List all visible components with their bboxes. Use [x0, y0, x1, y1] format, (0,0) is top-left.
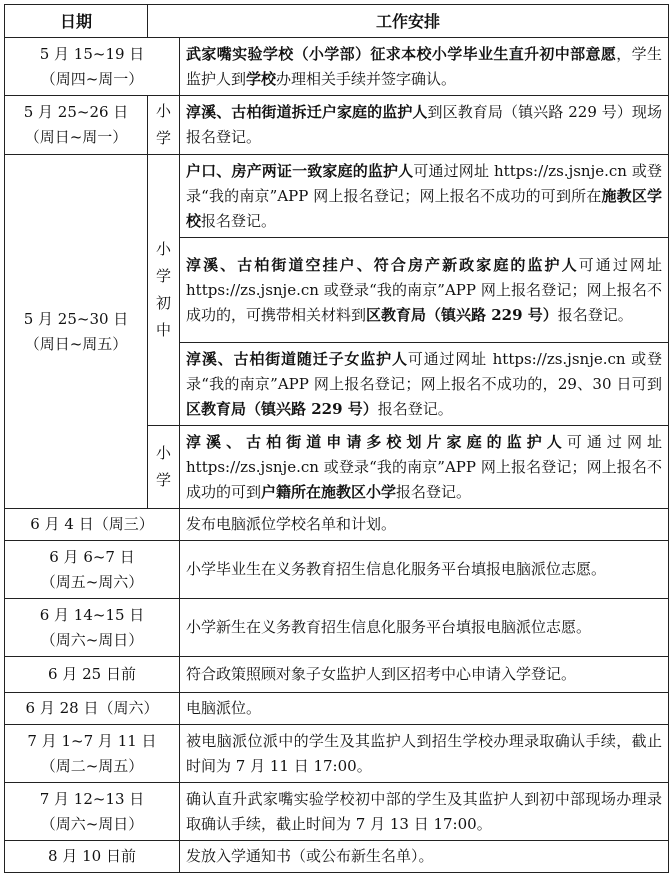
task-text: 小学新生在义务教育招生信息化服务平台填报电脑派位志愿。	[186, 618, 592, 636]
header-task: 工作安排	[148, 5, 669, 38]
date-cell: 7 月 1~7 月 11 日 （周二~周五）	[5, 725, 180, 783]
task-cell	[180, 38, 669, 96]
task-cell	[180, 155, 669, 238]
table-row	[5, 509, 669, 541]
task-text: 到区教育局（镇兴路 229 号）现场报名登记。	[186, 103, 663, 146]
task-cell	[180, 657, 669, 693]
table-row	[5, 155, 669, 238]
date-cell: 5 月 25~26 日 （周日~周一）	[5, 96, 148, 155]
task-cell	[180, 343, 669, 426]
task-cell	[180, 509, 669, 541]
task-text: 报名登记。	[377, 399, 453, 418]
task-text-emphasis: 淳溪、古柏街道拆迁户家庭的监护人	[186, 103, 428, 121]
date-cell: 5 月 15~19 日 （周四~周一）	[5, 38, 180, 96]
task-cell	[180, 725, 669, 783]
table-row	[5, 841, 669, 873]
task-text: 报名登记。	[396, 482, 472, 501]
table-row	[5, 38, 669, 96]
task-cell	[180, 841, 669, 873]
task-text-emphasis: 武家嘴实验学校（小学部）征求本校小学毕业生直升初中部意愿	[186, 44, 617, 63]
school-level-label: 小学	[155, 444, 171, 489]
task-text-emphasis: 淳溪、古柏街道申请多校划片家庭的监护人	[186, 432, 567, 451]
task-text: 发放入学通知书（或公布新生名单）。	[186, 847, 434, 865]
table-row	[5, 783, 669, 841]
task-text-emphasis: 施教区学校	[186, 186, 662, 230]
task-text: 小学毕业生在义务教育招生信息化服务平台填报电脑派位志愿。	[186, 560, 607, 578]
date-cell: 6 月 14~15 日 （周六~周日）	[5, 599, 180, 657]
table-row	[5, 657, 669, 693]
task-text: 可通过网址 https://zs.jsnje.cn 或登录“我的南京”APP 网上报名登记；网上报名不成功的，可携带相关材料到	[186, 255, 663, 324]
table-header-row	[5, 5, 669, 38]
task-text-emphasis: 户籍所在施教区小学	[261, 482, 397, 501]
table-row	[5, 96, 669, 155]
task-cell	[180, 541, 669, 599]
task-cell	[180, 783, 669, 841]
table-row	[5, 599, 669, 657]
task-cell	[180, 693, 669, 725]
task-text: 确认直升武家嘴实验学校初中部的学生及其监护人到初中部现场办理录取确认手续，截止时间为 7 月 13 日 17:00。	[186, 789, 663, 833]
task-text: 可通过网址 https://zs.jsnje.cn 或登录“我的南京”APP 网上报名登记；网上报名不成功的可到	[186, 432, 663, 501]
task-text-emphasis: 学校	[246, 69, 277, 88]
task-cell	[180, 238, 669, 343]
date-cell: 8 月 10 日前	[5, 841, 180, 873]
task-cell	[180, 96, 669, 155]
date-cell: 6 月 6~7 日 （周五~周六）	[5, 541, 180, 599]
table-row	[5, 541, 669, 599]
school-level-cell	[148, 96, 180, 155]
enrollment-schedule-table	[4, 4, 669, 873]
school-level-cell	[148, 155, 180, 426]
task-text: 被电脑派位派中的学生及其监护人到招生学校办理录取确认手续，截止时间为 7 月 11 日 17:00。	[186, 731, 663, 775]
task-text-emphasis: 淳溪、古柏街道随迁子女监护人	[186, 349, 408, 368]
table-row	[5, 725, 669, 783]
task-text: 报名登记。	[557, 305, 633, 324]
task-text: 符合政策照顾对象子女监护人到区招考中心申请入学登记。	[186, 665, 577, 683]
task-text-emphasis: 户口、房产两证一致家庭的监护人	[186, 161, 414, 180]
task-text: ，学生监护人到	[186, 44, 662, 88]
school-level-cell	[148, 426, 180, 509]
task-text: 可通过网址 https://zs.jsnje.cn 或登录“我的南京”APP 网上报名登记；网上报名不成功的可到所在	[186, 161, 663, 205]
school-level-label: 小学	[155, 102, 171, 147]
task-text-emphasis: 淳溪、古柏街道空挂户、符合房产新政家庭的监护人	[186, 255, 579, 274]
task-text: 报名登记。	[201, 211, 277, 230]
table-row	[5, 693, 669, 725]
date-cell: 6 月 28 日（周六）	[5, 693, 180, 725]
task-cell	[180, 599, 669, 657]
school-level-label: 小学初中	[155, 240, 171, 339]
task-text: 办理相关手续并签字确认。	[276, 69, 457, 88]
date-cell: 7 月 12~13 日 （周六~周日）	[5, 783, 180, 841]
date-cell: 6 月 25 日前	[5, 657, 180, 693]
task-text-emphasis: 区教育局（镇兴路 229 号）	[366, 305, 558, 324]
task-text: 可通过网址 https://zs.jsnje.cn 或登录“我的南京”APP 网上报名登记；网上报名不成功的，29、30 日可到	[186, 349, 663, 393]
task-text-emphasis: 区教育局（镇兴路 229 号）	[186, 399, 378, 418]
task-text: 发布电脑派位学校名单和计划。	[186, 515, 397, 533]
date-cell: 5 月 25~30 日 （周日~周五）	[5, 155, 148, 509]
header-date: 日期	[5, 5, 148, 38]
task-text: 电脑派位。	[186, 699, 262, 717]
task-cell	[180, 426, 669, 509]
date-cell: 6 月 4 日（周三）	[5, 509, 180, 541]
